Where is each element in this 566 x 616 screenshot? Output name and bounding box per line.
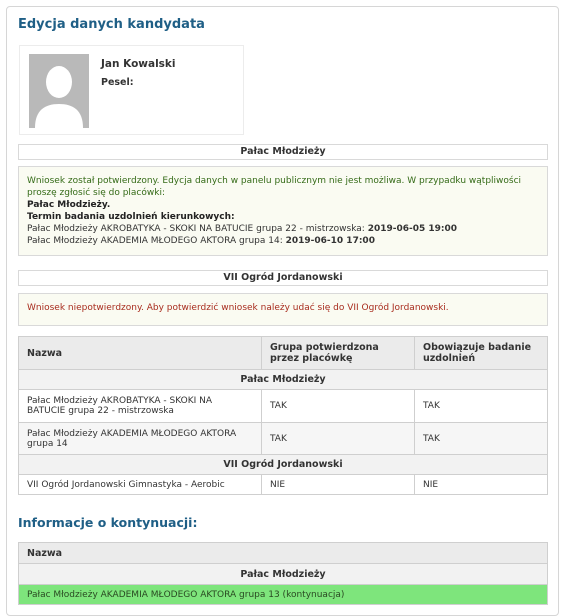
- table-row: [19, 475, 548, 495]
- exam-cell: TAK: [415, 423, 548, 455]
- exam-date: 2019-06-10 17:00: [285, 236, 375, 246]
- continuation-group-cell: Pałac Młodzieży AKADEMIA MŁODEGO AKTORA grupa 13 (kontynuacja): [19, 585, 548, 605]
- group-name-cell: VII Ogród Jordanowski Gimnastyka - Aerobic: [19, 475, 262, 495]
- column-header-confirmed: Grupa potwierdzona przez placówkę: [262, 337, 415, 370]
- notice-message: Wniosek został potwierdzony. Edycja danych w panelu publicznym nie jest możliwa. W przypadku wątpliwości proszę zgłosić się do placówki:: [27, 176, 522, 198]
- column-header-name: Nazwa: [19, 543, 548, 564]
- notice-message: Wniosek niepotwierdzony. Aby potwierdzić wniosek należy udać się do VII Ogród Jordanowski.: [27, 303, 449, 313]
- confirmed-notice: [18, 166, 548, 256]
- continuation-title: Informacje o kontynuacji:: [18, 515, 198, 530]
- confirmed-cell: NIE: [262, 475, 415, 495]
- exam-date: 2019-06-05 19:00: [367, 224, 458, 234]
- exam-cell: TAK: [415, 390, 548, 423]
- table-row: [19, 390, 548, 423]
- page-title: Edycja danych kandydata: [18, 17, 205, 32]
- notice-institution: Pałac Młodzieży.: [27, 200, 111, 210]
- confirmed-cell: TAK: [262, 390, 415, 423]
- candidate-name: Jan Kowalski: [101, 58, 176, 70]
- candidate-edit-panel: [6, 6, 559, 616]
- column-header-name: Nazwa: [19, 337, 262, 370]
- continuation-table: [18, 542, 548, 605]
- exam-heading: Termin badania uzdolnień kierunkowych:: [27, 212, 235, 222]
- table-group-header: VII Ogród Jordanowski: [19, 455, 548, 475]
- confirmed-cell: TAK: [262, 423, 415, 455]
- table-group-header: Pałac Młodzieży: [19, 370, 548, 390]
- user-silhouette-icon: [29, 54, 89, 128]
- pesel-label: Pesel:: [101, 77, 134, 88]
- groups-table: [18, 336, 548, 495]
- exam-line: [27, 223, 539, 235]
- group-name-cell: Pałac Młodzieży AKADEMIA MŁODEGO AKTORA grupa 14: [19, 423, 262, 455]
- table-row: [19, 423, 548, 455]
- avatar-placeholder-icon: [29, 54, 89, 128]
- exam-cell: NIE: [415, 475, 548, 495]
- unconfirmed-notice: [18, 293, 548, 326]
- group-name-cell: Pałac Młodzieży AKROBATYKA - SKOKI NA BATUCIE grupa 22 - mistrzowska: [19, 390, 262, 423]
- column-header-exam: Obowiązuje badanie uzdolnień: [415, 337, 548, 370]
- exam-group: Pałac Młodzieży AKADEMIA MŁODEGO AKTORA grupa 14:: [27, 236, 283, 246]
- exam-line: [27, 235, 539, 247]
- institution-header: Pałac Młodzieży: [18, 144, 548, 160]
- table-row: [19, 585, 548, 605]
- candidate-card: [19, 45, 244, 135]
- institution-header: VII Ogród Jordanowski: [18, 270, 548, 286]
- exam-group: Pałac Młodzieży AKROBATYKA - SKOKI NA BATUCIE grupa 22 - mistrzowska:: [27, 224, 365, 234]
- table-group-header: Pałac Młodzieży: [19, 564, 548, 585]
